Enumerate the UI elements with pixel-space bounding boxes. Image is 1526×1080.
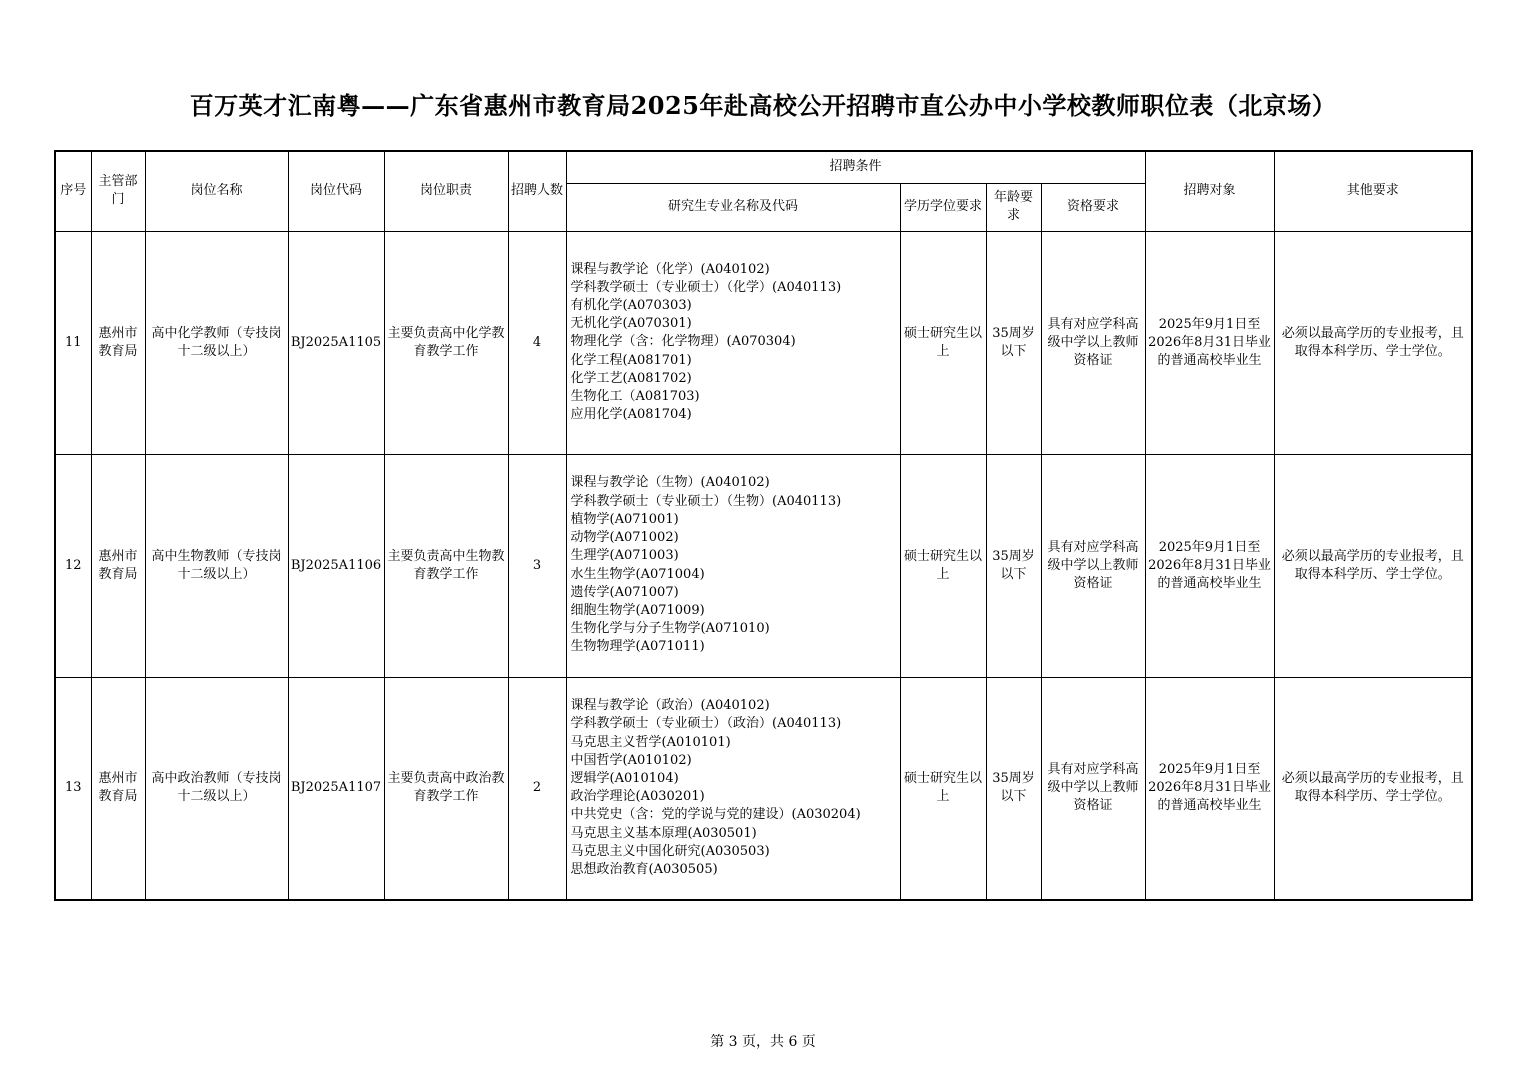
header-position-code: 岗位代码 bbox=[288, 151, 384, 231]
major-item: 中国哲学(A010102) bbox=[570, 752, 692, 768]
major-item: 生物物理学(A071011) bbox=[570, 639, 705, 655]
major-item: 化学工程(A081701) bbox=[570, 352, 692, 368]
major-item: 植物学(A071001) bbox=[570, 511, 679, 527]
cell-age: 35周岁以下 bbox=[986, 454, 1041, 677]
header-conditions: 招聘条件 bbox=[566, 151, 1145, 183]
major-item: 生物化学与分子生物学(A071010) bbox=[570, 621, 770, 637]
header-seq: 序号 bbox=[55, 151, 91, 231]
major-item: 马克思主义中国化研究(A030503) bbox=[570, 843, 770, 859]
header-position-name: 岗位名称 bbox=[145, 151, 288, 231]
page-title: 百万英才汇南粤——广东省惠州市教育局2025年赴高校公开招聘市直公办中小学校教师职位表（北京场） bbox=[189, 91, 1337, 120]
major-item: 课程与教学论（政治）(A040102) bbox=[570, 698, 770, 714]
major-item: 中共党史（含：党的学说与党的建设）(A030204) bbox=[570, 807, 861, 823]
major-item: 物理化学（含：化学物理）(A070304) bbox=[570, 334, 796, 350]
cell-position-name: 高中生物教师（专技岗十二级以上） bbox=[145, 454, 288, 677]
cell-education: 硕士研究生以上 bbox=[900, 231, 986, 454]
cell-majors bbox=[566, 231, 900, 454]
major-item: 课程与教学论（生物）(A040102) bbox=[570, 475, 770, 491]
header-count: 招聘人数 bbox=[508, 151, 566, 231]
major-item: 学科教学硕士（专业硕士）（生物）(A040113) bbox=[570, 493, 842, 509]
cell-duty: 主要负责高中政治教育教学工作 bbox=[384, 677, 508, 900]
cell-target: 2025年9月1日至2026年8月31日毕业的普通高校毕业生 bbox=[1145, 231, 1274, 454]
major-item: 应用化学(A081704) bbox=[570, 407, 692, 423]
cell-age: 35周岁以下 bbox=[986, 231, 1041, 454]
major-item: 马克思主义哲学(A010101) bbox=[570, 734, 731, 750]
major-item: 课程与教学论（化学）(A040102) bbox=[570, 261, 770, 277]
major-item: 水生生物学(A071004) bbox=[570, 566, 705, 582]
header-other: 其他要求 bbox=[1274, 151, 1472, 231]
table-row bbox=[55, 677, 1472, 900]
page-footer: 第 3 页，共 6 页 bbox=[710, 1034, 816, 1050]
major-item: 学科教学硕士（专业硕士）（政治）(A040113) bbox=[570, 716, 842, 732]
cell-majors bbox=[566, 677, 900, 900]
cell-education: 硕士研究生以上 bbox=[900, 677, 986, 900]
cell-position-code: BJ2025A1105 bbox=[288, 231, 384, 454]
header-qualification: 资格要求 bbox=[1041, 183, 1145, 231]
major-item: 生理学(A071003) bbox=[570, 548, 679, 564]
major-item: 细胞生物学(A071009) bbox=[570, 602, 705, 618]
major-item: 马克思主义基本原理(A030501) bbox=[570, 825, 757, 841]
cell-seq: 13 bbox=[55, 677, 91, 900]
major-item: 学科教学硕士（专业硕士）（化学）(A040113) bbox=[570, 279, 842, 295]
cell-target: 2025年9月1日至2026年8月31日毕业的普通高校毕业生 bbox=[1145, 677, 1274, 900]
cell-seq: 11 bbox=[55, 231, 91, 454]
cell-position-name: 高中化学教师（专技岗十二级以上） bbox=[145, 231, 288, 454]
header-age: 年龄要求 bbox=[986, 183, 1041, 231]
cell-seq: 12 bbox=[55, 454, 91, 677]
cell-duty: 主要负责高中生物教育教学工作 bbox=[384, 454, 508, 677]
cell-qualification: 具有对应学科高级中学以上教师资格证 bbox=[1041, 231, 1145, 454]
major-item: 逻辑学(A010104) bbox=[570, 771, 679, 787]
cell-dept: 惠州市教育局 bbox=[91, 231, 145, 454]
table-row bbox=[55, 454, 1472, 677]
cell-target: 2025年9月1日至2026年8月31日毕业的普通高校毕业生 bbox=[1145, 454, 1274, 677]
cell-position-code: BJ2025A1106 bbox=[288, 454, 384, 677]
cell-qualification: 具有对应学科高级中学以上教师资格证 bbox=[1041, 677, 1145, 900]
cell-qualification: 具有对应学科高级中学以上教师资格证 bbox=[1041, 454, 1145, 677]
major-item: 动物学(A071002) bbox=[570, 530, 679, 546]
position-table bbox=[54, 150, 1473, 901]
cell-dept: 惠州市教育局 bbox=[91, 454, 145, 677]
cell-count: 3 bbox=[508, 454, 566, 677]
cell-education: 硕士研究生以上 bbox=[900, 454, 986, 677]
major-item: 遗传学(A071007) bbox=[570, 584, 679, 600]
header-education: 学历学位要求 bbox=[900, 183, 986, 231]
major-item: 政治学理论(A030201) bbox=[570, 789, 705, 805]
cell-dept: 惠州市教育局 bbox=[91, 677, 145, 900]
cell-majors bbox=[566, 454, 900, 677]
major-item: 无机化学(A070301) bbox=[570, 316, 692, 332]
header-dept: 主管部门 bbox=[91, 151, 145, 231]
cell-other: 必须以最高学历的专业报考，且取得本科学历、学士学位。 bbox=[1274, 231, 1472, 454]
major-item: 生物化工（A081703) bbox=[570, 389, 700, 404]
cell-count: 2 bbox=[508, 677, 566, 900]
major-item: 有机化学(A070303) bbox=[570, 297, 692, 313]
major-item: 化学工艺(A081702) bbox=[570, 370, 692, 386]
cell-other: 必须以最高学历的专业报考，且取得本科学历、学士学位。 bbox=[1274, 454, 1472, 677]
cell-age: 35周岁以下 bbox=[986, 677, 1041, 900]
cell-position-code: BJ2025A1107 bbox=[288, 677, 384, 900]
major-item: 思想政治教育(A030505) bbox=[570, 862, 718, 878]
cell-count: 4 bbox=[508, 231, 566, 454]
cell-other: 必须以最高学历的专业报考，且取得本科学历、学士学位。 bbox=[1274, 677, 1472, 900]
header-duty: 岗位职责 bbox=[384, 151, 508, 231]
cell-position-name: 高中政治教师（专技岗十二级以上） bbox=[145, 677, 288, 900]
header-majors: 研究生专业名称及代码 bbox=[566, 183, 900, 231]
header-target: 招聘对象 bbox=[1145, 151, 1274, 231]
table-row bbox=[55, 231, 1472, 454]
cell-duty: 主要负责高中化学教育教学工作 bbox=[384, 231, 508, 454]
